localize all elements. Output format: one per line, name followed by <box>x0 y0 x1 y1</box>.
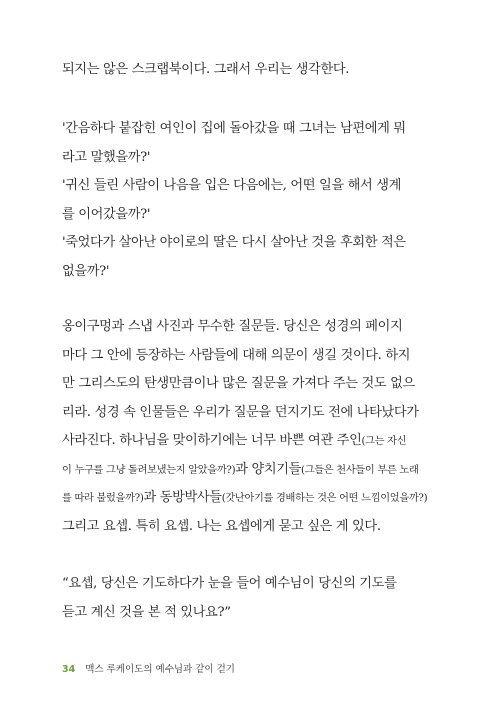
paragraph-line-4: 리라. 성경 속 인물들은 우리가 질문을 던지기도 전에 나타났다가 <box>62 405 419 420</box>
paragraph-line-5 <box>62 432 406 451</box>
running-book-title: 맥스 루케이도의 예수님과 같이 걷기 <box>85 664 235 675</box>
paragraph-line-5-main: 사라진다. 하나님을 맞이하기에는 너무 바쁜 여관 주인 <box>62 433 362 448</box>
question-1-line-2: 라고 말했을까?' <box>62 150 151 165</box>
question-2-line-1: '귀신 들린 사람이 나음을 입은 다음에는, 어떤 일을 해서 생계 <box>62 178 402 193</box>
paragraph-line-8: 그리고 요셉. 특히 요셉. 나는 요셉에게 묻고 싶은 게 있다. <box>62 519 381 534</box>
paragraph-line-7-aside-1: 를 따라 불렀을까?) <box>62 493 144 504</box>
paragraph-line-7-main: 과 동방박사들 <box>143 490 222 505</box>
paragraph-line-6-aside-1: 이 누구를 그냥 돌려보냈는지 알았을까?) <box>62 465 236 476</box>
paragraph-line-5-aside: (그는 자신 <box>361 436 407 447</box>
quote-line-1: “요셉, 당신은 기도하다가 눈을 들어 예수님이 당신의 기도를 <box>62 576 397 591</box>
paragraph-line-7 <box>62 489 427 508</box>
question-3-line-2: 없을까?' <box>62 264 110 279</box>
page-footer <box>62 663 235 677</box>
intro-line: 되지는 않은 스크랩북이다. 그래서 우리는 생각한다. <box>62 62 350 77</box>
paragraph-line-3: 만 그리스도의 탄생만큼이나 많은 질문을 가져다 주는 것도 없으 <box>62 376 415 391</box>
paragraph-line-6 <box>62 461 419 480</box>
paragraph-line-6-aside-2: (그들은 천사들이 부른 노래 <box>301 465 419 476</box>
paragraph-line-6-main: 과 양치기들 <box>235 462 302 477</box>
question-2-line-2: 를 이어갔을까?' <box>62 207 151 222</box>
question-3-line-1: '죽었다가 살아난 야이로의 딸은 다시 살아난 것을 후회한 적은 <box>62 235 406 250</box>
paragraph-line-1: 옹이구멍과 스냅 사진과 무수한 질문들. 당신은 성경의 페이지 <box>62 319 403 334</box>
quote-line-2: 듣고 계신 것을 본 적 있나요?” <box>62 605 231 620</box>
paragraph-line-7-aside-2: (갓난아기를 경배하는 것은 어떤 느낌이었을까?) <box>221 493 428 504</box>
paragraph-line-2: 마다 그 안에 등장하는 사람들에 대해 의문이 생길 것이다. 하지 <box>62 348 411 363</box>
page-number: 34 <box>62 664 76 675</box>
question-1-line-1: '간음하다 붙잡힌 여인이 집에 돌아갔을 때 그녀는 남편에게 뭐 <box>62 121 406 136</box>
